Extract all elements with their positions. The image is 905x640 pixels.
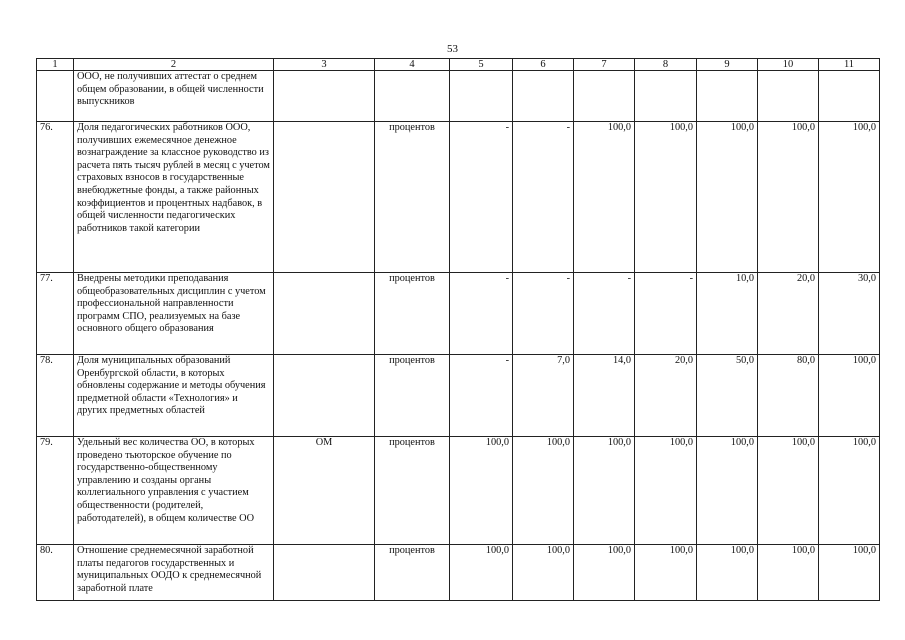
value-cell: - bbox=[513, 122, 574, 273]
value-cell: - bbox=[574, 273, 635, 355]
value-cell: 100,0 bbox=[819, 355, 880, 437]
row-number: 79. bbox=[37, 437, 74, 545]
value-cell bbox=[574, 71, 635, 122]
value-cell bbox=[513, 71, 574, 122]
value-cell: - bbox=[635, 273, 697, 355]
value-cell: - bbox=[450, 355, 513, 437]
value-cell: 100,0 bbox=[574, 545, 635, 601]
value-cell: 30,0 bbox=[819, 273, 880, 355]
value-cell bbox=[758, 71, 819, 122]
row-number: 76. bbox=[37, 122, 74, 273]
value-cell: 100,0 bbox=[758, 122, 819, 273]
table-row bbox=[37, 437, 880, 545]
value-cell: 100,0 bbox=[819, 437, 880, 545]
unit-cell: процентов bbox=[375, 273, 450, 355]
value-cell bbox=[697, 71, 758, 122]
column-header: 3 bbox=[274, 59, 375, 71]
value-cell: 100,0 bbox=[758, 545, 819, 601]
indicator-description: Удельный вес количества ОО, в которых проведено тьюторское обучение по государственно-общественному управлению и созданы органы коллегиального управления с участием общественности (родителей, работодателей), в общем количестве ОО bbox=[74, 437, 274, 545]
row-number: 77. bbox=[37, 273, 74, 355]
value-cell: 100,0 bbox=[574, 122, 635, 273]
value-cell: 100,0 bbox=[819, 545, 880, 601]
row-number: 80. bbox=[37, 545, 74, 601]
value-cell: 100,0 bbox=[450, 437, 513, 545]
value-cell: 100,0 bbox=[635, 437, 697, 545]
column-header: 7 bbox=[574, 59, 635, 71]
column-header: 4 bbox=[375, 59, 450, 71]
column-header: 11 bbox=[819, 59, 880, 71]
value-cell: 7,0 bbox=[513, 355, 574, 437]
value-cell: 100,0 bbox=[697, 122, 758, 273]
indicator-description: Доля педагогических работников ООО, получивших ежемесячное денежное вознаграждение за классное руководство из расчета пять тысяч рублей в месяц с учетом страховых взносов в государственные внебюджетные фонды, а также районных коэффициентов и процентных надбавок, в общей численности педагогических работников такой категории bbox=[74, 122, 274, 273]
table-row bbox=[37, 273, 880, 355]
value-cell: - bbox=[450, 122, 513, 273]
responsible-cell bbox=[274, 273, 375, 355]
value-cell bbox=[450, 71, 513, 122]
value-cell: 100,0 bbox=[697, 545, 758, 601]
column-header: 6 bbox=[513, 59, 574, 71]
value-cell: - bbox=[450, 273, 513, 355]
column-header: 1 bbox=[37, 59, 74, 71]
indicator-description: Внедрены методики преподавания общеобразовательных дисциплин с учетом профессиональной направленности программ СПО, реализуемых на базе основного общего образования bbox=[74, 273, 274, 355]
unit-cell: процентов bbox=[375, 437, 450, 545]
value-cell: 100,0 bbox=[635, 122, 697, 273]
unit-cell: процентов bbox=[375, 122, 450, 273]
value-cell: 100,0 bbox=[513, 545, 574, 601]
value-cell: 20,0 bbox=[758, 273, 819, 355]
value-cell: 100,0 bbox=[513, 437, 574, 545]
indicator-description: Доля муниципальных образований Оренбургской области, в которых обновлены содержание и методы обучения предметной области «Технология» и других предметных областей bbox=[74, 355, 274, 437]
value-cell bbox=[819, 71, 880, 122]
value-cell: 100,0 bbox=[635, 545, 697, 601]
responsible-cell bbox=[274, 355, 375, 437]
column-header: 2 bbox=[74, 59, 274, 71]
row-number: 78. bbox=[37, 355, 74, 437]
column-header: 10 bbox=[758, 59, 819, 71]
indicator-table bbox=[36, 58, 880, 601]
page-number: 53 bbox=[447, 43, 458, 55]
responsible-cell bbox=[274, 545, 375, 601]
table-row bbox=[37, 355, 880, 437]
value-cell: 80,0 bbox=[758, 355, 819, 437]
value-cell: 50,0 bbox=[697, 355, 758, 437]
value-cell: 100,0 bbox=[758, 437, 819, 545]
table-header-row bbox=[37, 59, 880, 71]
value-cell: 100,0 bbox=[697, 437, 758, 545]
value-cell: 100,0 bbox=[574, 437, 635, 545]
responsible-cell: ОМ bbox=[274, 437, 375, 545]
unit-cell: процентов bbox=[375, 545, 450, 601]
table-row bbox=[37, 71, 880, 122]
unit-cell: процентов bbox=[375, 355, 450, 437]
unit-cell bbox=[375, 71, 450, 122]
value-cell: 14,0 bbox=[574, 355, 635, 437]
value-cell: - bbox=[513, 273, 574, 355]
column-header: 9 bbox=[697, 59, 758, 71]
responsible-cell bbox=[274, 71, 375, 122]
indicator-description: ООО, не получивших аттестат о среднем общем образовании, в общей численности выпускников bbox=[74, 71, 274, 122]
value-cell bbox=[635, 71, 697, 122]
value-cell: 100,0 bbox=[819, 122, 880, 273]
indicator-description: Отношение среднемесячной заработной платы педагогов государственных и муниципальных ООДО к среднемесячной заработной плате bbox=[74, 545, 274, 601]
table-row bbox=[37, 122, 880, 273]
row-number bbox=[37, 71, 74, 122]
responsible-cell bbox=[274, 122, 375, 273]
column-header: 8 bbox=[635, 59, 697, 71]
value-cell: 10,0 bbox=[697, 273, 758, 355]
value-cell: 20,0 bbox=[635, 355, 697, 437]
table-row bbox=[37, 545, 880, 601]
value-cell: 100,0 bbox=[450, 545, 513, 601]
column-header: 5 bbox=[450, 59, 513, 71]
